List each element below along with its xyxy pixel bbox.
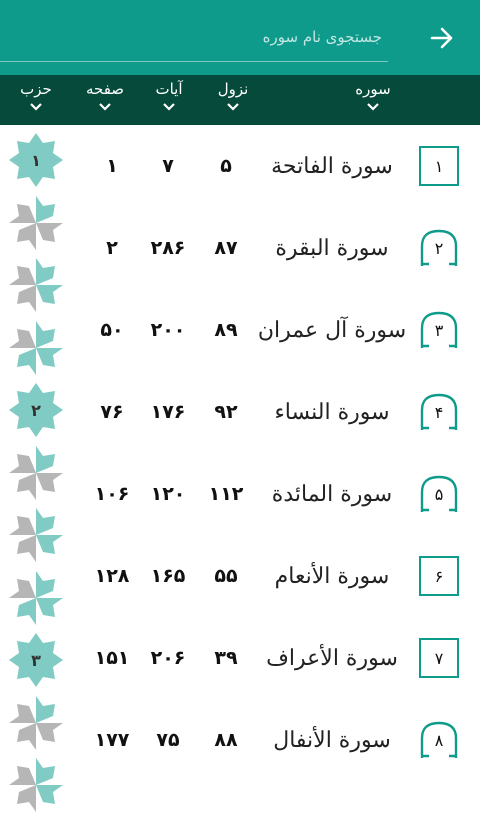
ayat-value: ۱۶۵ [150, 565, 186, 587]
ayat-value: ۲۰۰ [150, 319, 186, 341]
surah-row[interactable] [0, 453, 480, 535]
chevron-down-icon [29, 102, 43, 111]
surah-number-badge [419, 392, 459, 432]
hizb-marker [9, 133, 63, 187]
surah-number: ۳ [434, 320, 444, 340]
surah-number: ۶ [434, 566, 444, 586]
ayat-value: ۷ [162, 155, 174, 177]
page-value: ۱۵۱ [94, 647, 130, 669]
hizb-label [9, 258, 63, 312]
page-value: ۱۲۸ [94, 565, 130, 587]
surah-list [0, 125, 480, 781]
surah-row[interactable] [0, 535, 480, 617]
surah-name: سورة الأنفال [273, 727, 391, 753]
ayat-value: ۲۸۶ [150, 237, 186, 259]
surah-name: سورة النساء [274, 399, 390, 425]
hizb-label: ۲ [31, 400, 41, 420]
page-value: ۲ [106, 237, 118, 259]
surah-number: ۴ [434, 402, 444, 422]
surah-row[interactable] [0, 125, 480, 207]
back-button[interactable] [424, 20, 460, 56]
sort-page[interactable] [77, 79, 133, 121]
hizb-label [9, 758, 63, 812]
header-surah-label: سوره [355, 80, 391, 98]
surah-row[interactable] [0, 617, 480, 699]
hizb-marker [9, 696, 63, 750]
surah-row[interactable] [0, 207, 480, 289]
ayat-value: ۷۵ [156, 729, 180, 751]
hizb-label: ۱ [31, 150, 41, 170]
surah-number-badge [419, 474, 459, 514]
surah-name-calligraphy [262, 535, 402, 617]
surah-number-badge [419, 228, 459, 268]
surah-number-badge [419, 720, 459, 760]
hizb-label [9, 321, 63, 375]
surah-name-calligraphy [257, 289, 407, 371]
header-ayat-label: آیات [155, 80, 183, 98]
arrow-right-icon [429, 25, 455, 51]
surah-number: ۲ [434, 238, 444, 258]
nuzul-value: ۵ [220, 155, 232, 177]
hizb-label [9, 508, 63, 562]
search-input[interactable] [0, 12, 388, 62]
surah-number: ۱ [434, 156, 444, 176]
header-nuzul-label: نزول [217, 80, 249, 98]
hizb-label [9, 196, 63, 250]
surah-number-badge [419, 638, 459, 678]
surah-name-calligraphy [262, 371, 402, 453]
surah-number: ۸ [434, 730, 444, 750]
surah-name: سورة البقرة [275, 235, 389, 261]
hizb-label [9, 696, 63, 750]
chevron-down-icon [98, 102, 112, 111]
page-value: ۷۶ [100, 401, 124, 423]
hizb-label: ۳ [31, 650, 41, 670]
hizb-marker [9, 196, 63, 250]
hizb-marker [9, 758, 63, 812]
hizb-marker [9, 508, 63, 562]
nuzul-value: ۹۲ [214, 401, 238, 423]
surah-name-calligraphy [262, 699, 402, 781]
hizb-marker [9, 633, 63, 687]
surah-name: سورة الأنعام [274, 563, 390, 589]
hizb-marker [9, 383, 63, 437]
surah-number: ۵ [434, 484, 444, 504]
hizb-marker [9, 446, 63, 500]
header-page-label: صفحه [85, 80, 125, 98]
sort-surah[interactable] [333, 79, 413, 121]
surah-number: ۷ [434, 648, 444, 668]
page-value: ۱۷۷ [94, 729, 130, 751]
surah-row[interactable] [0, 289, 480, 371]
sort-nuzul[interactable] [208, 79, 258, 121]
surah-name-calligraphy [262, 125, 402, 207]
surah-name: سورة الفاتحة [271, 153, 393, 179]
ayat-value: ۲۰۶ [150, 647, 186, 669]
page-value: ۱ [106, 155, 118, 177]
surah-name: سورة الأعراف [266, 645, 398, 671]
surah-name-calligraphy [262, 617, 402, 699]
top-app-bar [0, 0, 480, 75]
chevron-down-icon [366, 102, 380, 111]
nuzul-value: ۳۹ [214, 647, 238, 669]
surah-name-calligraphy [262, 207, 402, 289]
chevron-down-icon [162, 102, 176, 111]
hizb-marker [9, 258, 63, 312]
sort-hizb[interactable] [11, 79, 61, 121]
surah-row[interactable] [0, 371, 480, 453]
surah-number-badge [419, 310, 459, 350]
hizb-marker [9, 571, 63, 625]
sort-ayat[interactable] [144, 79, 194, 121]
hizb-label [9, 446, 63, 500]
chevron-down-icon [226, 102, 240, 111]
page-value: ۵۰ [100, 319, 124, 341]
surah-name: سورة المائدة [271, 481, 393, 507]
nuzul-value: ۸۷ [214, 237, 238, 259]
hizb-marker [9, 321, 63, 375]
surah-name-calligraphy [262, 453, 402, 535]
hizb-label [9, 571, 63, 625]
surah-name: سورة آل عمران [257, 317, 407, 343]
surah-number-badge [419, 556, 459, 596]
nuzul-value: ۸۸ [214, 729, 238, 751]
nuzul-value: ۵۵ [214, 565, 238, 587]
nuzul-value: ۸۹ [214, 319, 238, 341]
surah-row[interactable] [0, 699, 480, 781]
ayat-value: ۱۷۶ [150, 401, 186, 423]
column-header-bar [0, 75, 480, 125]
ayat-value: ۱۲۰ [150, 483, 186, 505]
nuzul-value: ۱۱۲ [208, 483, 244, 505]
surah-number-badge [419, 146, 459, 186]
page-value: ۱۰۶ [94, 483, 130, 505]
header-hizb-label: حزب [20, 80, 52, 98]
